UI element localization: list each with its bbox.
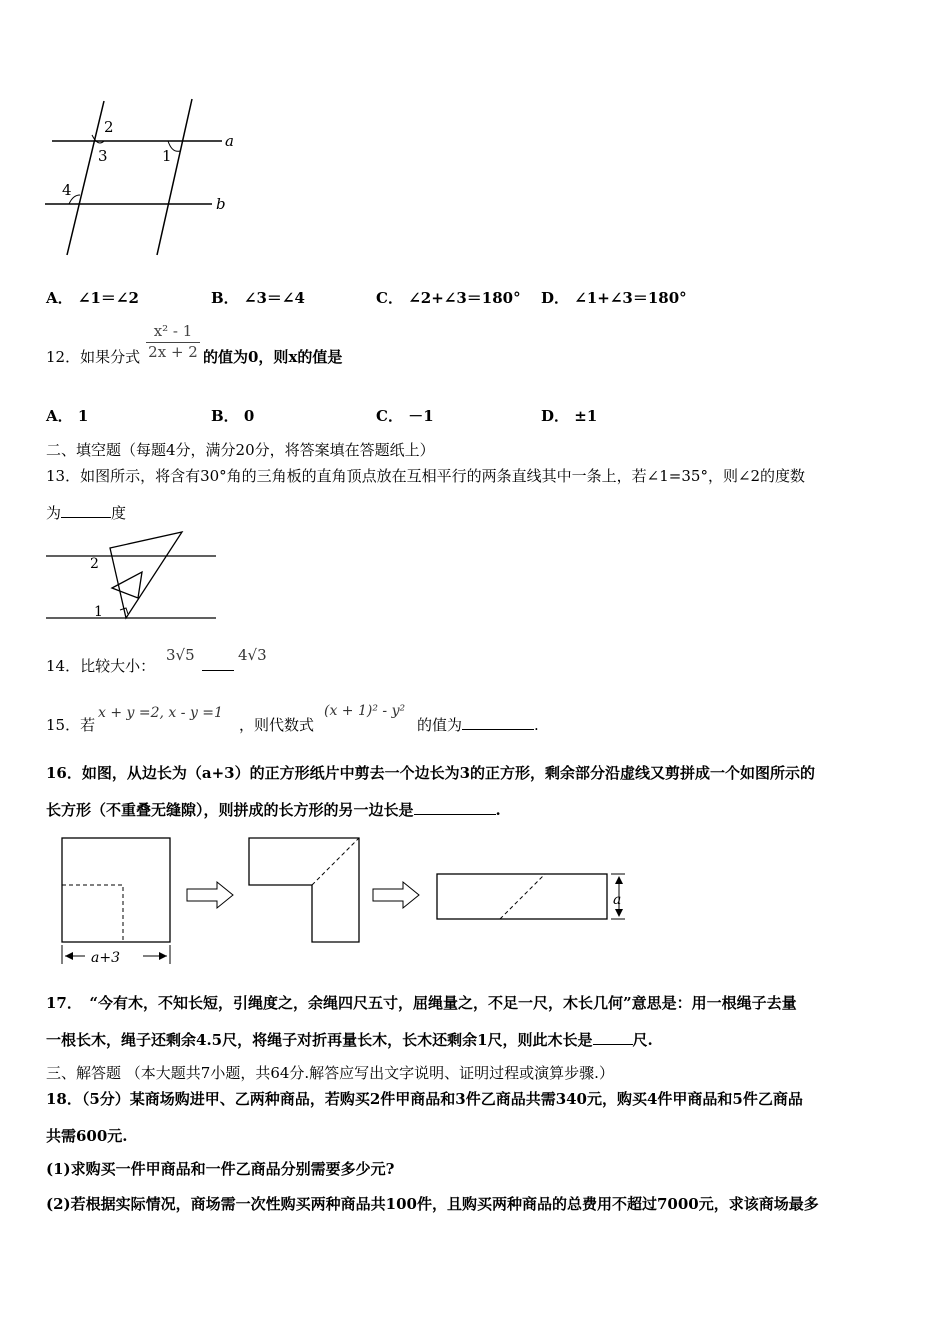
q12-fraction	[146, 322, 200, 361]
q14-right-expression: 4√3	[238, 646, 267, 664]
option-text: ∠1＝∠2	[77, 289, 139, 307]
q15-condition: x + y =2, x - y =1	[98, 705, 223, 721]
option-letter: B．	[211, 289, 239, 307]
option-text: ∠3＝∠4	[243, 289, 305, 307]
option-text: －1	[408, 407, 434, 425]
q16-line-2: 长方形（不重叠无缝隙），则拼成的长方形的另一边长是 .	[46, 801, 501, 819]
q15-expression: (x + 1)² - y²	[324, 703, 406, 719]
fraction-denominator: 2x + 2	[146, 342, 200, 361]
q13-line-1: 13．如图所示，将含有30°角的三角板的直角顶点放在互相平行的两条直线其中一条上，若∠1=35°，则∠2的度数	[46, 467, 806, 485]
option-letter: A．	[46, 289, 73, 307]
q15-suffix: 的值为 .	[417, 716, 539, 734]
triangle-ruler-figure	[40, 528, 220, 624]
q11-option-b[interactable]	[211, 287, 305, 308]
q12-prefix: 12．如果分式	[46, 348, 141, 366]
option-letter: B．	[211, 407, 239, 425]
q11-option-c[interactable]	[376, 287, 521, 308]
q12-option-d[interactable]	[541, 405, 597, 426]
option-text: ∠1+∠3＝180°	[574, 289, 687, 307]
option-letter: A．	[46, 407, 73, 425]
q11-option-a[interactable]	[46, 287, 139, 308]
q14-prefix: 14．比较大小：	[46, 657, 156, 675]
q17-line-1: 17． “今有木，不知长短，引绳度之，余绳四尺五寸，屈绳量之，不足一尺，木长几何”意思是：用一根绳子去量	[46, 994, 797, 1012]
q12-option-b[interactable]	[211, 405, 254, 426]
q12-option-c[interactable]	[376, 405, 434, 426]
q14-answer-blank[interactable]	[202, 656, 234, 671]
q12-suffix: 的值为0，则x的值是	[203, 348, 343, 366]
section-3-header: 三、解答题 （本大题共7小题，共64分.解答应写出文字说明、证明过程或演算步骤.）	[46, 1064, 614, 1082]
fraction-numerator: x² - 1	[153, 322, 193, 340]
line-b-label: b	[216, 195, 226, 213]
q13-line-2: 为 度	[46, 504, 127, 522]
option-letter: D．	[541, 289, 570, 307]
square-cut-figure	[55, 832, 645, 972]
q17-line-2: 一根长木，绳子还剩余4.5尺，将绳子对折再量长木，长木还剩余1尺，则此木长是 尺.	[46, 1031, 653, 1049]
option-letter: C．	[376, 289, 403, 307]
q15-answer-blank[interactable]	[462, 715, 534, 730]
q18-part-2: (2)若根据实际情况，商场需一次性购买两种商品共100件，且购买两种商品的总费用不超过7000元，求该商场最多	[46, 1195, 819, 1213]
angle-2-label: 2	[104, 118, 114, 136]
q16-answer-blank[interactable]	[414, 800, 496, 815]
angle-2-label: 2	[90, 556, 99, 572]
option-text: ±1	[574, 407, 598, 425]
line-a-label: a	[225, 132, 234, 150]
q18-part-1: (1)求购买一件甲商品和一件乙商品分别需要多少元?	[46, 1160, 395, 1178]
q16-line-1: 16．如图，从边长为（a+3）的正方形纸片中剪去一个边长为3的正方形，剩余部分沿虚线又剪拼成一个如图所示的	[46, 764, 816, 782]
q18-line-2: 共需600元.	[46, 1127, 128, 1145]
option-letter: D．	[541, 407, 570, 425]
option-text: 1	[77, 407, 89, 425]
q18-line-1: 18．（5分）某商场购进甲、乙两种商品，若购买2件甲商品和3件乙商品共需340元，购买4件甲商品和5件乙商品	[46, 1090, 803, 1108]
q15-prefix: 15．若	[46, 716, 96, 734]
q13-answer-blank[interactable]	[61, 503, 111, 518]
option-letter: C．	[376, 407, 403, 425]
q11-option-d[interactable]	[541, 287, 687, 308]
option-text: 0	[243, 407, 255, 425]
angle-4-label: 4	[62, 181, 72, 199]
section-2-header: 二、填空题（每题4分，满分20分，将答案填在答题纸上）	[46, 441, 435, 459]
side-label: a+3	[91, 950, 120, 966]
angle-1-label: 1	[162, 147, 172, 165]
height-label: a	[613, 892, 622, 908]
parallel-lines-figure	[40, 95, 250, 265]
q14-left-expression: 3√5	[166, 646, 195, 664]
angle-1-label: 1	[94, 604, 103, 620]
q15-mid: ，则代数式	[239, 716, 315, 734]
q12-option-a[interactable]	[46, 405, 88, 426]
q17-answer-blank[interactable]	[593, 1030, 633, 1045]
option-text: ∠2+∠3＝180°	[408, 289, 521, 307]
angle-3-label: 3	[98, 147, 108, 165]
